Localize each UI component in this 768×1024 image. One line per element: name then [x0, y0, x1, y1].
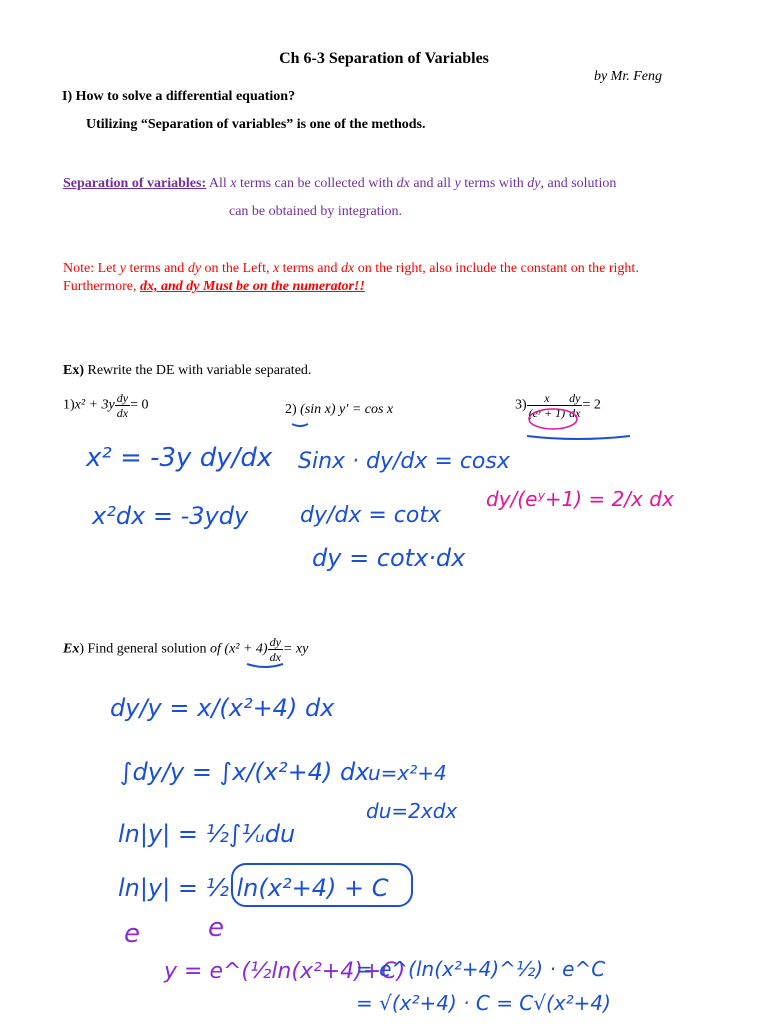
hw-e2-step2: ∫dy/y = ∫x/(x²+4) dx	[120, 758, 370, 786]
hw-p1-step2: x²dx = -3ydy	[92, 502, 249, 530]
hw-exp-right: e	[208, 913, 224, 943]
hw-p2-step2: dy/dx = cotx	[300, 503, 442, 528]
section-subheading: Utilizing “Separation of variables” is one of the methods.	[86, 117, 426, 132]
note-line-1: Note: Let y terms and dy on the Left, x terms and dx on the right, also include the constant on the right.	[63, 261, 639, 276]
hw-p2-step1: Sinx · dy/dx = cosx	[298, 449, 510, 474]
author-byline: by Mr. Feng	[593, 69, 662, 84]
problem-3: 3) $\frac{x}{\text{(eʸ + 1)}}$ $\frac{dy}{dx}$ = 2	[515, 391, 601, 420]
hw-sub-du: du=2xdx	[366, 799, 458, 823]
hw-p3-step1: dy/(eʸ+1) = 2/x dx	[486, 487, 674, 511]
problem-2: 2) (sin x) y′ = cos x	[285, 402, 394, 417]
page-title: Ch 6-3 Separation of Variables	[279, 50, 489, 67]
hw-underline-problem3	[527, 436, 630, 439]
definition-label: Separation of variables:	[63, 176, 207, 191]
hw-e2-step7: = √(x²+4) · C = C√(x²+4)	[356, 991, 611, 1015]
problem-1: 1)x² + 3y $\frac{dy}{dx}$ = 0	[63, 391, 149, 420]
note-line-2: Furthermore, dx, and dy Must be on the numerator!!	[63, 279, 365, 294]
example1-heading: Ex) Rewrite the DE with variable separated.	[63, 363, 312, 378]
definition-line-1: Separation of variables: All x terms can be collected with dx and all y terms with dy, and solution	[63, 176, 617, 191]
hw-e2-step6: = e^(ln(x²+4)^½) · e^C	[356, 957, 606, 981]
definition-line-2: can be obtained by integration.	[229, 204, 402, 219]
hw-p1-step1: x² = -3y dy/dx	[86, 443, 273, 473]
hw-e2-step4: ln|y| = ½ ln(x²+4) + C	[118, 874, 389, 902]
numerator-warning: dx, and dy Must be on the numerator!!	[139, 279, 365, 294]
hw-exp-left: e	[124, 919, 140, 949]
hw-e2-step5: y = e^(½ln(x²+4)+C)	[164, 959, 406, 984]
hw-p2-step3: dy = cotx·dx	[312, 544, 466, 572]
section-heading: I) How to solve a differential equation?	[62, 89, 296, 104]
hw-underline-x2plus4	[247, 664, 283, 667]
hw-e2-step3: ln|y| = ½∫¹⁄ᵤdu	[118, 820, 296, 848]
hw-underline-sinx	[292, 424, 308, 426]
hw-circle-ey	[529, 409, 577, 429]
hw-sub-u: u=x²+4	[368, 761, 447, 785]
example2-heading: Ex) Find general solution of (x² + 4) $\frac{dy}{dx}$ = xy	[63, 635, 309, 664]
hw-e2-step1: dy/y = x/(x²+4) dx	[110, 694, 335, 722]
